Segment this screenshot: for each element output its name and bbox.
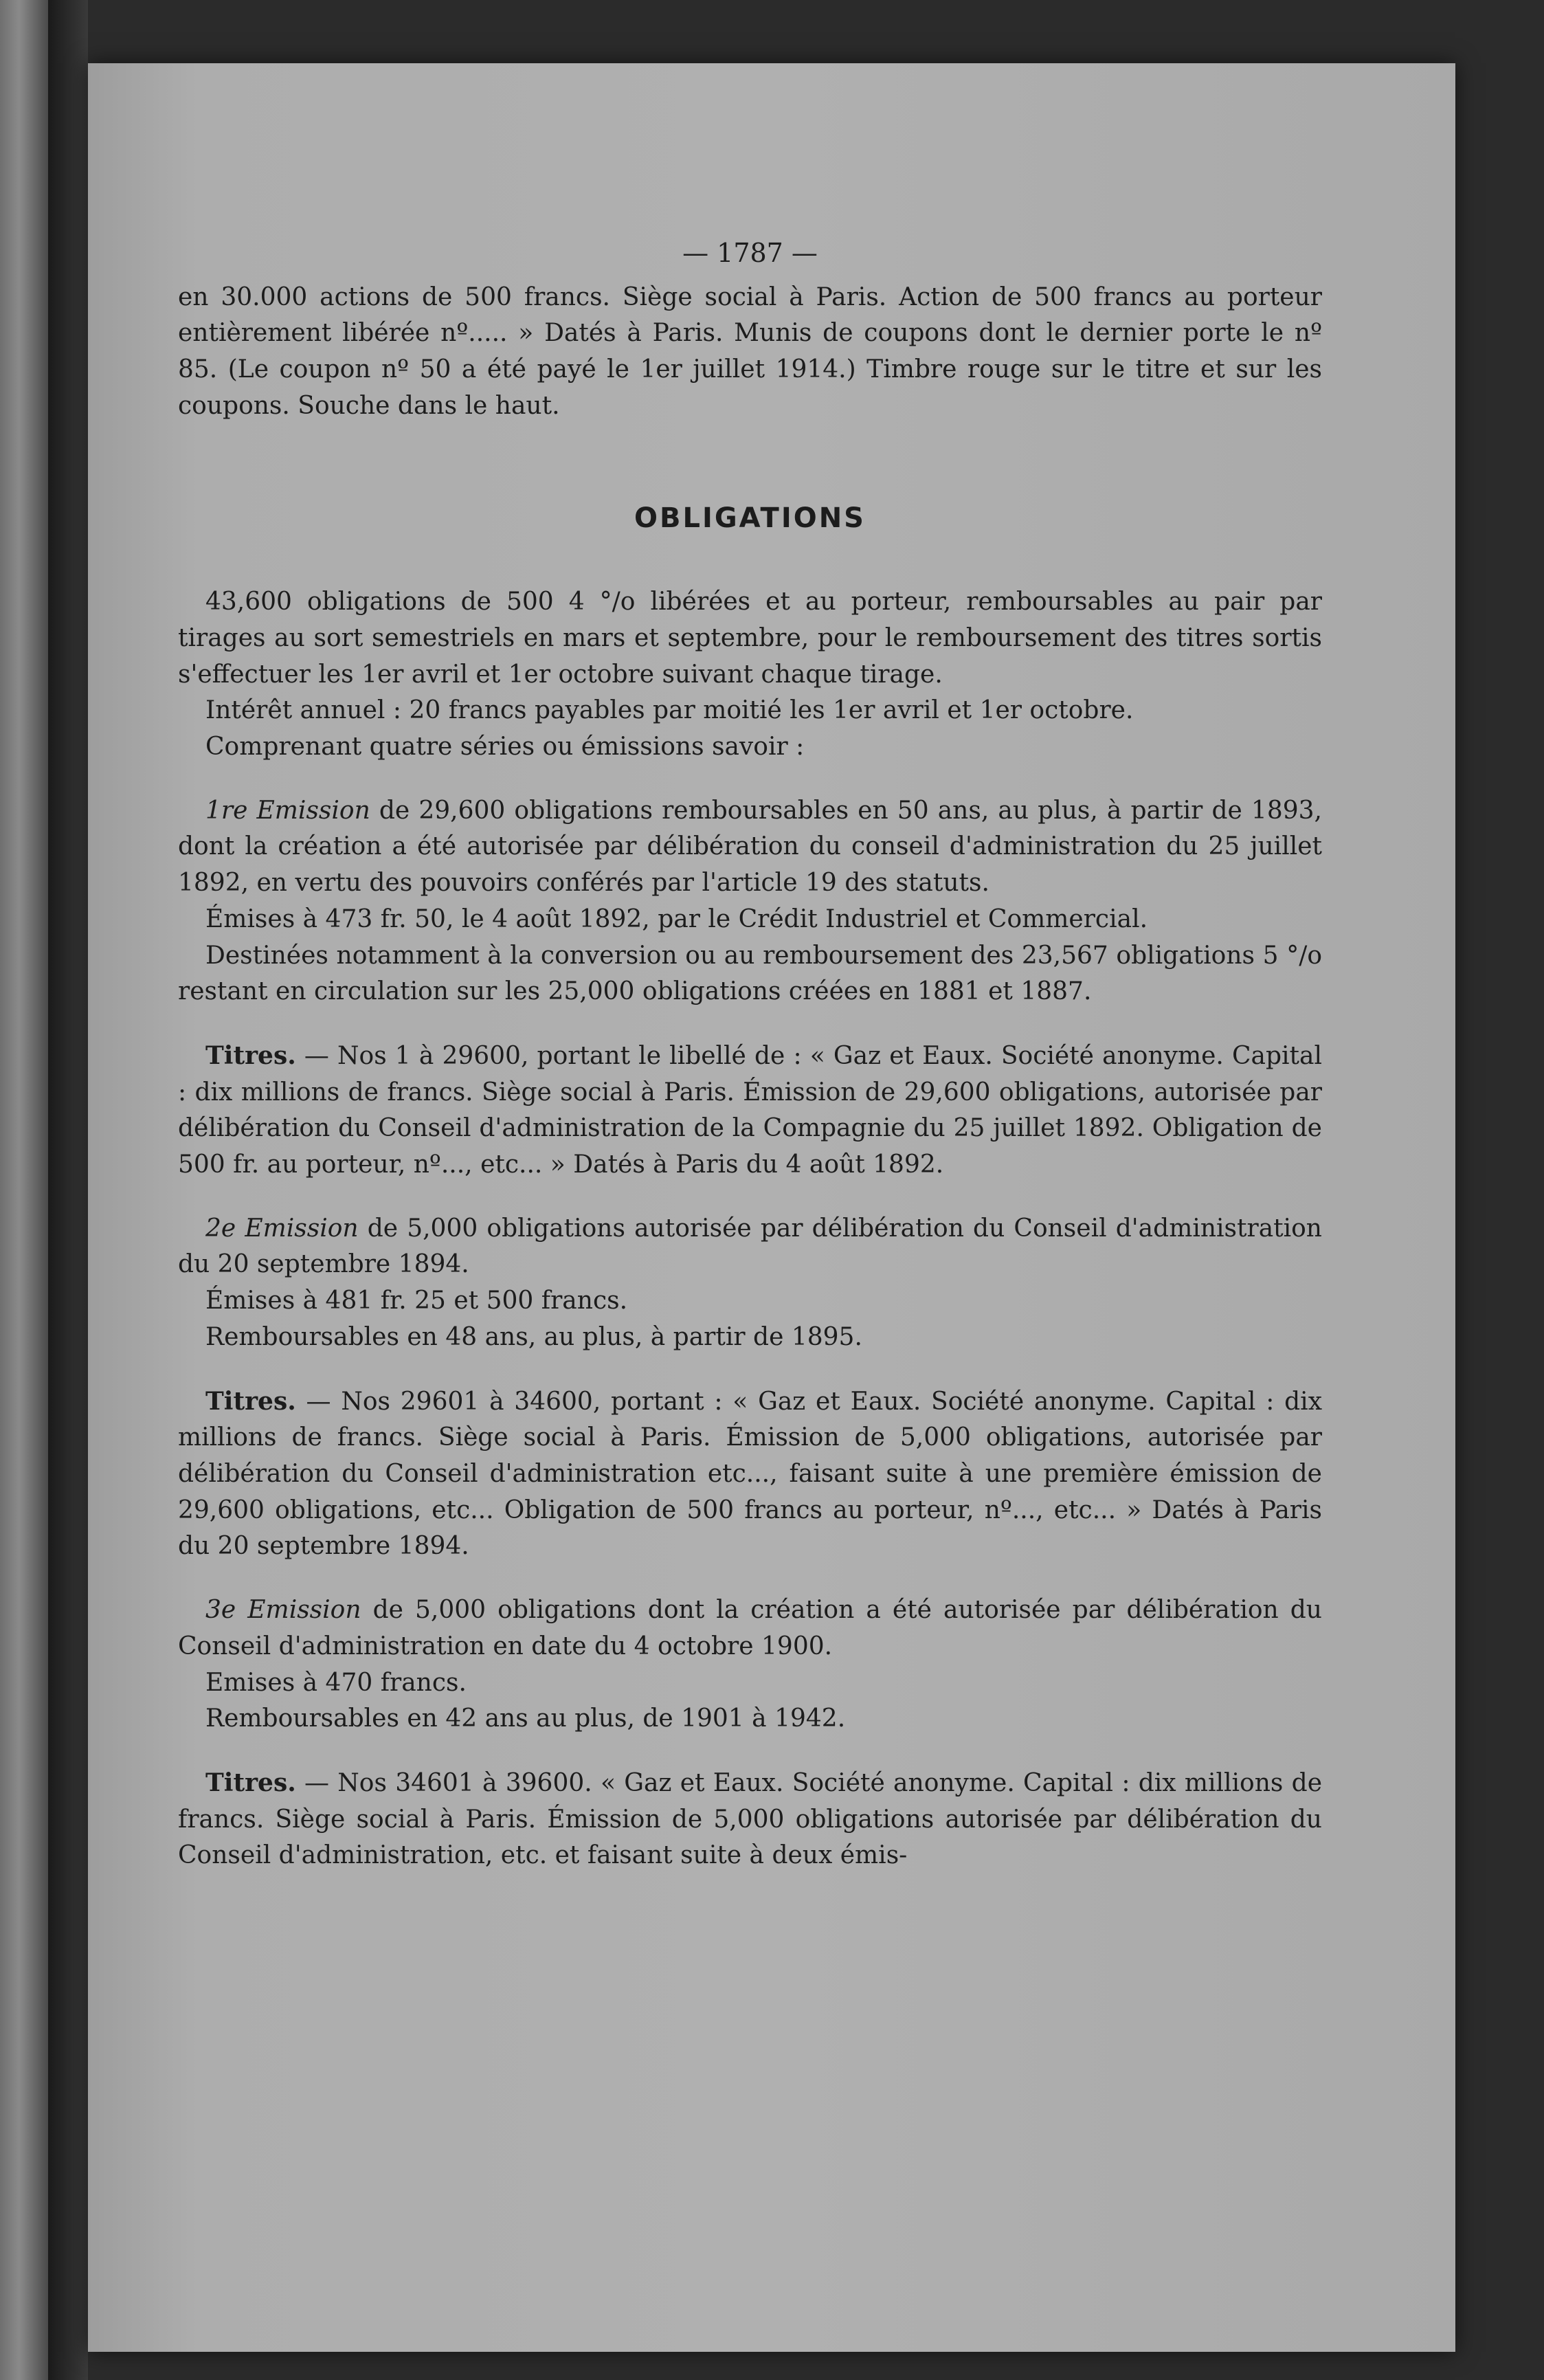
emission-1-label: 1re Emission (205, 796, 370, 825)
page-number: — 1787 — (682, 238, 818, 268)
emission-3-label: 3e Emission (205, 1596, 361, 1625)
general-paragraph: 43,600 obligations de 500 4 °/o libérées et au porteur, remboursables au pair par tirages au sort semestriels en mars et septembre, pour le remboursement des titres sortis s'effectuer les 1er avril et 1er octobre suivant chaque tirage. (178, 588, 1322, 689)
titres-3-paragraph (178, 1765, 1322, 1874)
adjacent-page-edge (0, 0, 48, 2380)
emission-1-purpose-line: Destinées notamment à la conversion ou au remboursement des 23,567 obligations 5 °/o restant en circulation sur les 25,000 obligations créées en 1881 et 1887. (178, 941, 1322, 1006)
emission-2-redemption-line: Remboursables en 48 ans, au plus, à partir de 1895. (205, 1322, 862, 1351)
page-text (178, 235, 1322, 1874)
titres-2-text: — Nos 29601 à 34600, portant : « Gaz et Eaux. Société anonyme. Capital : dix millions de francs. Siège social à Paris. Émission de 5,000 obligations, autorisée par délibération du Conseil d'administration etc..., faisant suite à une première émission de 29,600 obligations, etc... Obligation de 500 francs au porteur, nº..., etc... » Datés à Paris du 20 septembre 1894. (178, 1387, 1322, 1561)
book-gutter (48, 0, 88, 2380)
emission-3-paragraph (178, 1592, 1322, 1665)
interest-line: Intérêt annuel : 20 francs payables par moitié les 1er avril et 1er octobre. (205, 696, 1134, 725)
section-heading: OBLIGATIONS (634, 502, 866, 534)
emission-1-text: de 29,600 obligations remboursables en 50 ans, au plus, à partir de 1893, dont la création a été autorisée par délibération du conseil d'administration du 25 juillet 1892, en vertu des pouvoirs conférés par l'article 19 des statuts. (178, 796, 1322, 898)
series-line: Comprenant quatre séries ou émissions savoir : (205, 733, 805, 761)
emission-2-paragraph (178, 1211, 1322, 1283)
document-page (88, 63, 1455, 2352)
emission-3-issue-line: Emises à 470 francs. (205, 1668, 467, 1697)
titres-3-label: Titres. (205, 1768, 296, 1797)
titres-2-paragraph (178, 1383, 1322, 1566)
titres-1-label: Titres. (205, 1041, 296, 1070)
emission-2-label: 2e Emission (205, 1214, 359, 1243)
titres-1-paragraph (178, 1038, 1322, 1183)
emission-2-text: de 5,000 obligations autorisée par délibération du Conseil d'administration du 20 septembre 1894. (178, 1214, 1322, 1279)
emission-3-redemption-line: Remboursables en 42 ans au plus, de 1901 à 1942. (205, 1704, 846, 1733)
titres-2-label: Titres. (205, 1386, 296, 1416)
titres-1-text: — Nos 1 à 29600, portant le libellé de : « Gaz et Eaux. Société anonyme. Capital : dix millions de francs. Siège social à Paris. Émission de 29,600 obligations, autorisée par délibération du Conseil d'administration de la Compagnie du 25 juillet 1892. Obligation de 500 fr. au porteur, nº..., etc... » Datés à Paris du 4 août 1892. (178, 1041, 1322, 1179)
emission-1-issue-line: Émises à 473 fr. 50, le 4 août 1892, par le Crédit Industriel et Commercial. (205, 904, 1148, 933)
emission-1-paragraph (178, 793, 1322, 902)
emission-2-issue-line: Émises à 481 fr. 25 et 500 francs. (205, 1287, 628, 1315)
emission-3-text: de 5,000 obligations dont la création a été autorisée par délibération du Conseil d'administration en date du 4 octobre 1900. (178, 1596, 1322, 1660)
titres-3-text: — Nos 34601 à 39600. « Gaz et Eaux. Société anonyme. Capital : dix millions de francs. Siège social à Paris. Émission de 5,000 obligations autorisée par délibération du Conseil d'administration, etc. et faisant suite à deux émis- (178, 1768, 1322, 1870)
intro-paragraph: en 30.000 actions de 500 francs. Siège social à Paris. Action de 500 francs au porteur entièrement libérée nº..... » Datés à Paris. Munis de coupons dont le dernier porte le nº 85. (Le coupon nº 50 a été payé le 1er juillet 1914.) Timbre rouge sur le titre et sur les coupons. Souche dans le haut. (178, 282, 1322, 420)
